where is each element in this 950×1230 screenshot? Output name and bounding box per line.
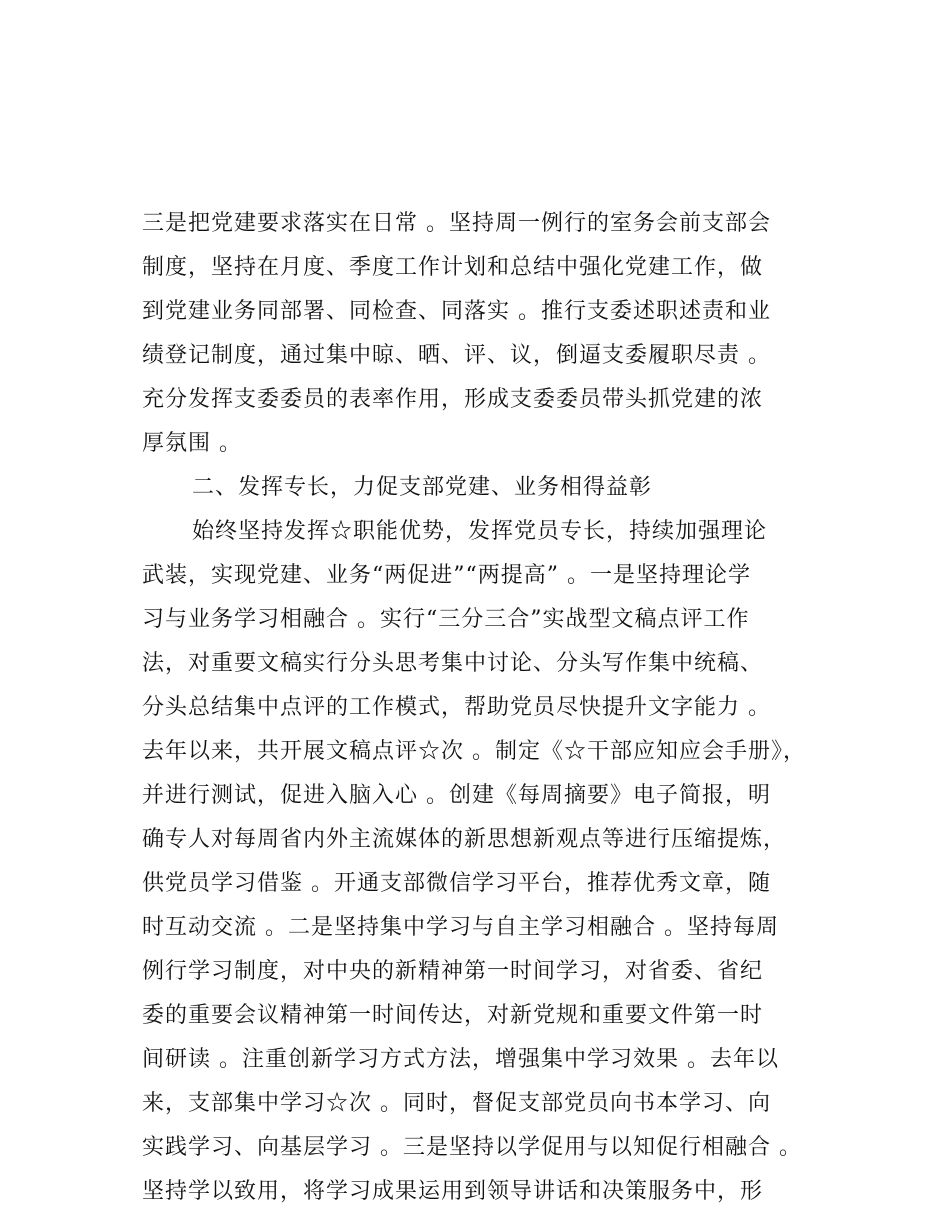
text-line: 习与业务学习相融合 。实行“三分三合”实战型文稿点评工作 [142,607,750,632]
text-line: 确专人对每周省内外主流媒体的新思想新观点等进行压缩提炼， [142,827,787,852]
text-line: 制度，坚持在月度、季度工作计划和总结中强化党建工作，做 [142,255,764,280]
text-line: 并进行测试，促进入脑入心 。创建《每周摘要》电子简报，明 [142,783,771,808]
text-line: 武装，实现党建、业务“两促进”“两提高” 。一是坚持理论学 [142,563,751,588]
text-line: 坚持学以致用，将学习成果运用到领导讲话和决策服务中，形 [142,1179,764,1204]
text-line: 间研读 。注重创新学习方式方法，增强集中学习效果 。去年以 [142,1047,779,1072]
text-line: 去年以来，共开展文稿点评☆次 。制定《☆干部应知应会手册》， [142,739,806,764]
text-line: 委的重要会议精神第一时间传达，对新党规和重要文件第一时 [142,1003,764,1028]
text-line: 三是把党建要求落实在日常 。坚持周一例行的室务会前支部会 [142,211,771,236]
text-line: 分头总结集中点评的工作模式，帮助党员尽快提升文字能力 。 [142,695,771,720]
text-line: 实践学习、向基层学习 。三是坚持以学促用与以知促行相融合 。 [142,1135,802,1160]
section-heading: 二、发挥专长，力促支部党建、业务相得益彰 [192,475,653,500]
text-line: 供党员学习借鉴 。开通支部微信学习平台，推荐优秀文章，随 [142,871,771,896]
text-line: 厚氛围 。 [142,431,242,456]
text-line: 绩登记制度，通过集中晾、晒、评、议，倒逼支委履职尽责 。 [142,343,771,368]
text-line: 时互动交流 。二是坚持集中学习与自主学习相融合 。坚持每周 [142,915,779,940]
text-line: 来，支部集中学习☆次 。同时，督促支部党员向书本学习、向 [142,1091,771,1116]
text-line: 到党建业务同部署、同检查、同落实 。推行支委述职述责和业 [142,299,771,324]
text-line: 例行学习制度，对中央的新精神第一时间学习，对省委、省纪 [142,959,764,984]
text-line: 始终坚持发挥☆职能优势，发挥党员专长，持续加强理论 [192,519,768,544]
text-line: 法，对重要文稿实行分头思考集中讨论、分头写作集中统稿、 [142,651,764,676]
text-line: 充分发挥支委委员的表率作用，形成支委委员带头抓党建的浓 [142,387,764,412]
